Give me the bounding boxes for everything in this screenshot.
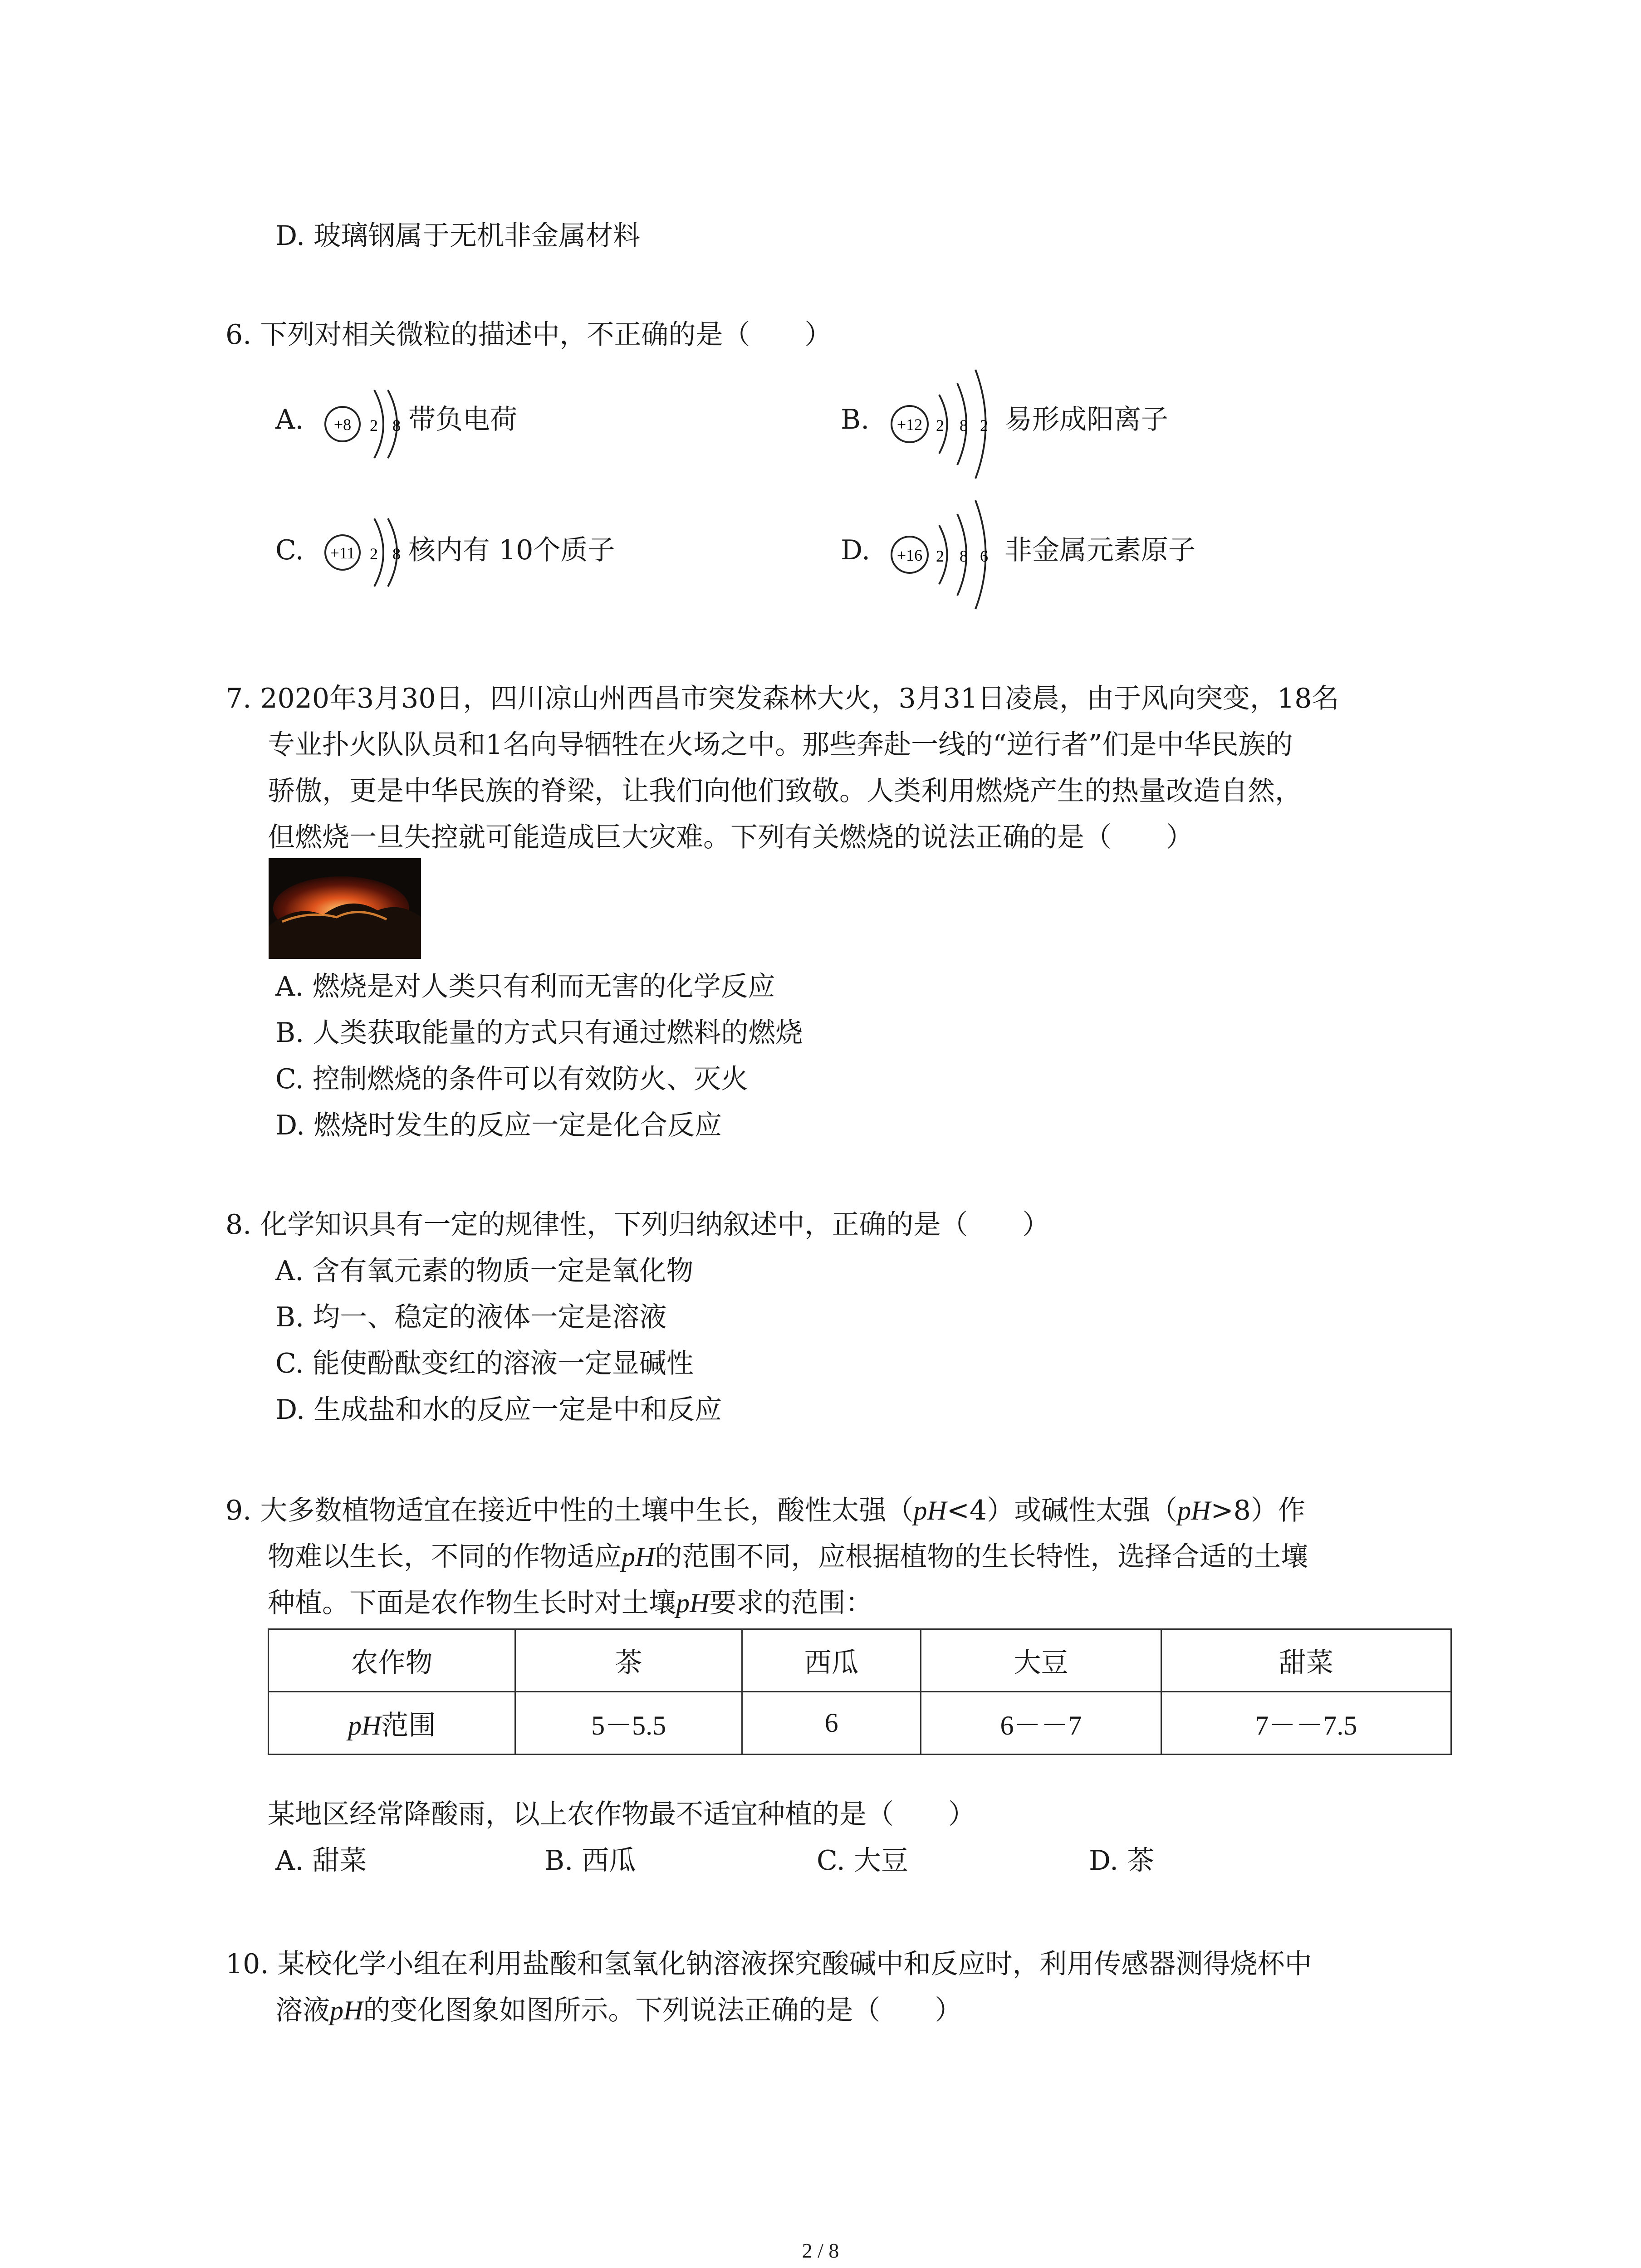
- q6-a-shell-2: 8: [392, 416, 401, 435]
- q6-option-d-atom-diagram: [887, 494, 1005, 616]
- table-header-cell: 大豆: [921, 1629, 1161, 1692]
- q8-option-b: B. 均一、稳定的液体一定是溶液: [275, 1301, 667, 1333]
- q6-b-nucleus: +12: [896, 415, 923, 434]
- q6-b-shell-3: 2: [980, 416, 988, 435]
- q6-option-a-text: 带负电荷: [408, 404, 517, 435]
- q6-option-b-atom-diagram: [887, 363, 1005, 485]
- q7-option-c: C. 控制燃烧的条件可以有效防火、灭火: [275, 1063, 748, 1095]
- q6-d-shell-3: 6: [980, 547, 988, 565]
- q6-option-b-letter: B.: [841, 404, 870, 435]
- q5-option-d: D. 玻璃钢属于无机非金属材料: [275, 220, 641, 252]
- q9-option-a: A. 甜菜: [275, 1845, 367, 1877]
- table-cell: 5－5.5: [515, 1692, 742, 1755]
- q6-c-nucleus: +11: [330, 544, 355, 562]
- q9-stem-line-1: 9. 大多数植物适宜在接近中性的土壤中生长，酸性太强（pH<4）或碱性太强（pH>8）作: [225, 1495, 1305, 1526]
- q7-stem-line-3: 骄傲，更是中华民族的脊梁，让我们向他们致敬。人类利用燃烧产生的热量改造自然，: [268, 775, 1302, 807]
- q6-option-a-atom-diagram: [320, 379, 411, 469]
- table-header-cell: 茶: [515, 1629, 742, 1692]
- q8-option-a: A. 含有氧元素的物质一定是氧化物: [275, 1255, 694, 1287]
- table-row: [269, 1692, 1451, 1755]
- table-cell: 7－－7.5: [1161, 1692, 1451, 1755]
- q8-option-d: D. 生成盐和水的反应一定是中和反应: [275, 1394, 722, 1426]
- q9-stem-line-3: 种植。下面是农作物生长时对土壤pH要求的范围：: [268, 1587, 873, 1619]
- crop-ph-table: [268, 1628, 1452, 1755]
- q9-question: 某地区经常降酸雨，以上农作物最不适宜种植的是（ ）: [268, 1799, 975, 1830]
- q6-d-nucleus: +16: [896, 546, 923, 564]
- q6-c-shell-2: 8: [392, 545, 401, 563]
- q6-d-shell-2: 8: [960, 547, 968, 565]
- q6-d-shell-1: 2: [936, 547, 944, 565]
- table-header-cell: 农作物: [269, 1629, 515, 1692]
- table-header-cell: 西瓜: [742, 1629, 921, 1692]
- q9-option-d: D. 茶: [1089, 1845, 1155, 1877]
- q6-option-c-text: 核内有 10个质子: [408, 534, 615, 566]
- forest-fire-photo: [269, 858, 421, 959]
- q7-option-d: D. 燃烧时发生的反应一定是化合反应: [275, 1110, 722, 1141]
- q6-option-c-atom-diagram: [320, 507, 411, 598]
- q10-stem-line-1: 10. 某校化学小组在利用盐酸和氢氧化钠溶液探究酸碱中和反应时，利用传感器测得烧杯中: [225, 1948, 1312, 1980]
- q6-b-shell-1: 2: [936, 416, 944, 435]
- q10-stem-line-2: 溶液pH的变化图象如图所示。下列说法正确的是（ ）: [275, 1994, 962, 2026]
- q6-option-c-letter: C.: [275, 534, 304, 566]
- q9-option-b: B. 西瓜: [544, 1845, 637, 1877]
- q8-stem: 8. 化学知识具有一定的规律性，下列归纳叙述中，正确的是（ ）: [225, 1209, 1050, 1241]
- q6-option-b-text: 易形成阳离子: [1005, 404, 1168, 435]
- q6-option-a-letter: A.: [275, 404, 304, 435]
- q7-option-b: B. 人类获取能量的方式只有通过燃料的燃烧: [275, 1017, 803, 1049]
- q9-option-c: C. 大豆: [817, 1845, 908, 1877]
- q6-a-nucleus: +8: [333, 415, 352, 434]
- table-cell: 6: [742, 1692, 921, 1755]
- table-header-cell: 甜菜: [1161, 1629, 1451, 1692]
- q6-stem: 6. 下列对相关微粒的描述中，不正确的是（ ）: [225, 319, 832, 351]
- q6-b-shell-2: 8: [960, 416, 968, 435]
- q9-stem-line-2: 物难以生长，不同的作物适应pH的范围不同，应根据植物的生长特性，选择合适的土壤: [268, 1541, 1308, 1573]
- q7-stem-line-1: 7. 2020年3月30日，四川凉山州西昌市突发森林大火，3月31日凌晨，由于风向突变，18名: [225, 683, 1339, 714]
- table-row-label: pH范围: [269, 1692, 515, 1755]
- q7-stem-line-2: 专业扑火队队员和1名向导牺牲在火场之中。那些奔赴一线的“逆行者”们是中华民族的: [268, 729, 1293, 761]
- q7-option-a: A. 燃烧是对人类只有利而无害的化学反应: [275, 971, 775, 1002]
- page-number: 2 / 8: [802, 2239, 839, 2262]
- q7-stem-line-4: 但燃烧一旦失控就可能造成巨大灾难。下列有关燃烧的说法正确的是（ ）: [268, 821, 1193, 853]
- q6-c-shell-1: 2: [370, 545, 378, 563]
- q6-a-shell-1: 2: [370, 416, 378, 435]
- q6-option-d-letter: D.: [841, 534, 871, 566]
- table-cell: 6－－7: [921, 1692, 1161, 1755]
- table-header-row: [269, 1629, 1451, 1692]
- q8-option-c: C. 能使酚酞变红的溶液一定显碱性: [275, 1348, 694, 1379]
- q6-option-d-text: 非金属元素原子: [1005, 534, 1195, 566]
